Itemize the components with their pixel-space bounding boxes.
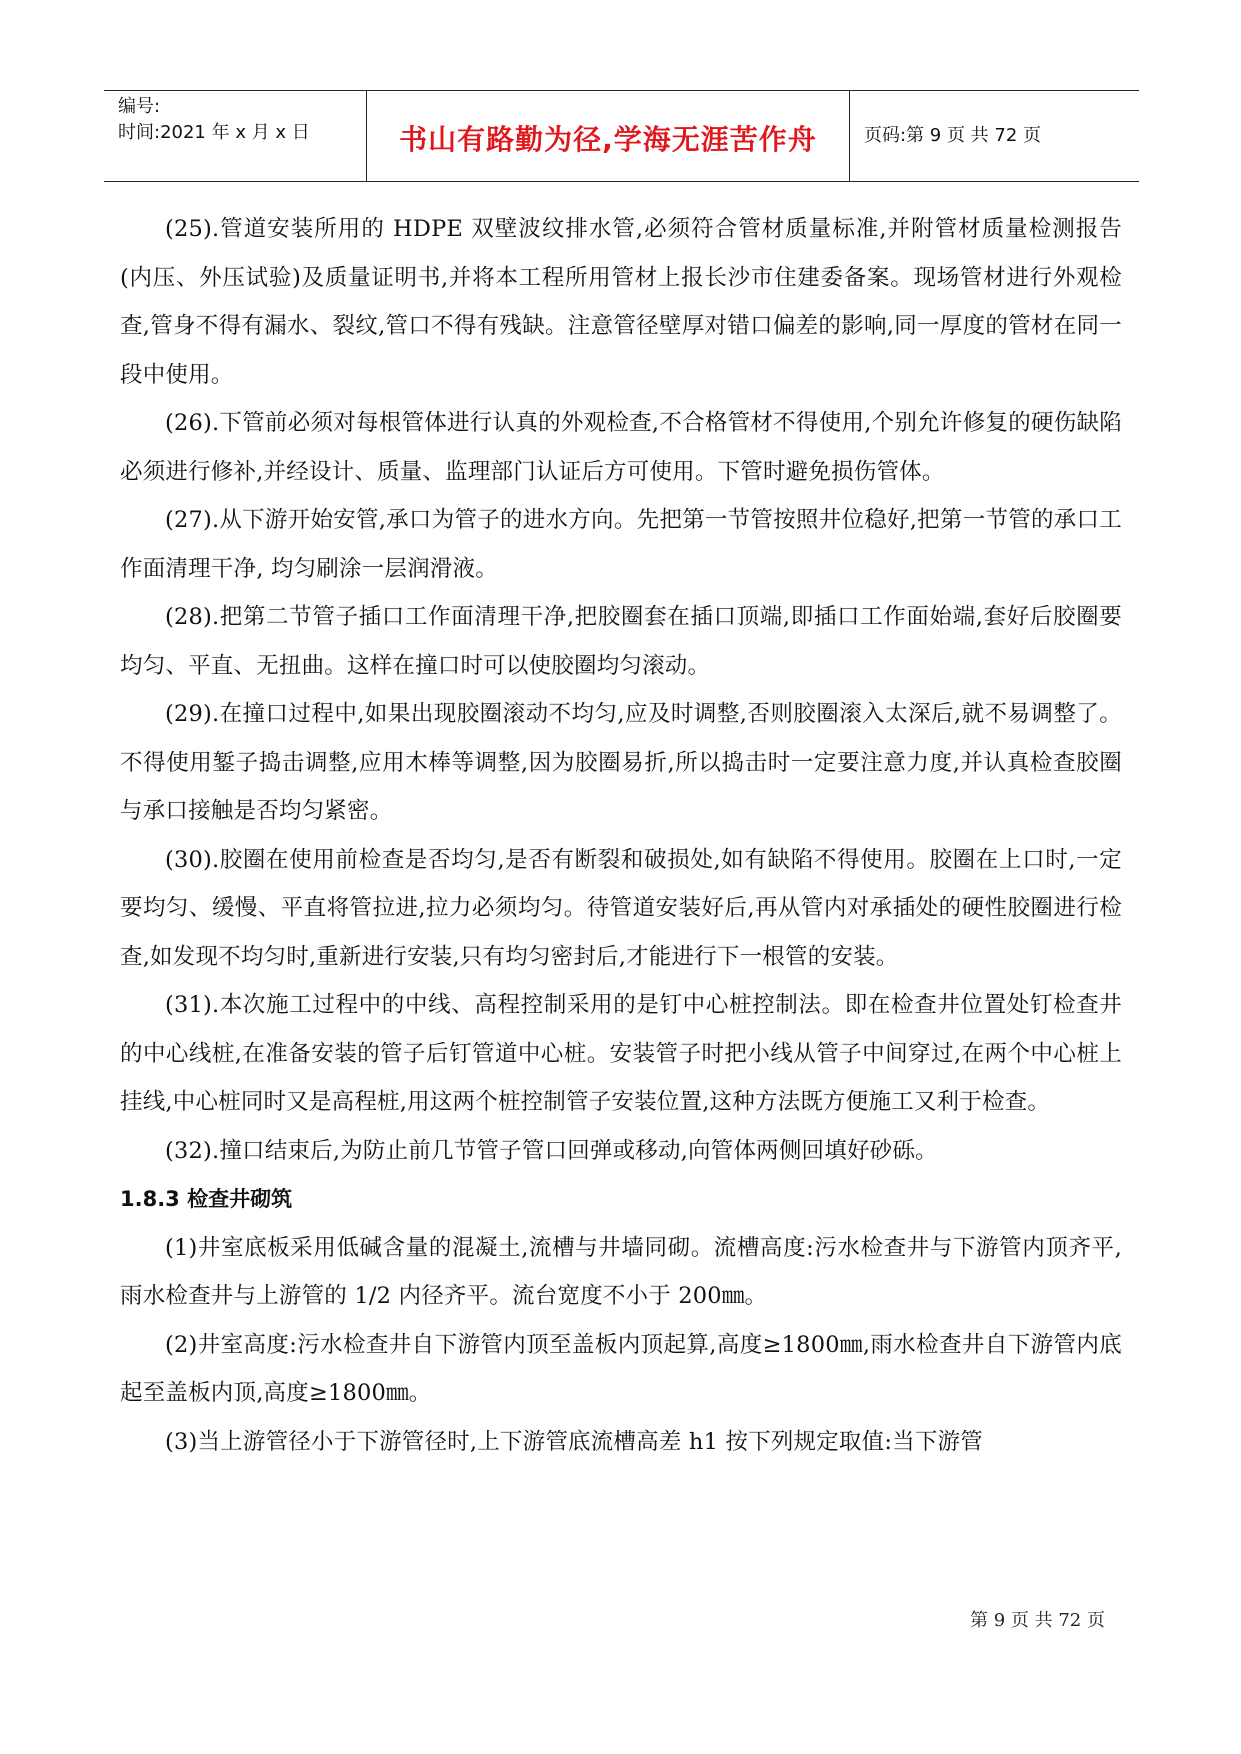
- document-date-label: 时间:2021 年 x 月 x 日: [118, 122, 310, 143]
- header-page-cell: [850, 91, 1139, 181]
- document-number-label: 编号:: [118, 96, 161, 117]
- document-body: [120, 205, 1122, 1466]
- paragraph-28: (28).把第二节管子插口工作面清理干净,把胶圈套在插口顶端,即插口工作面始端,套好后胶圈要均匀、平直、无扭曲。这样在撞口时可以使胶圈均匀滚动。: [120, 604, 1122, 679]
- paragraph-29: (29).在撞口过程中,如果出现胶圈滚动不均匀,应及时调整,否则胶圈滚入太深后,就不易调整了。不得使用錾子捣击调整,应用木棒等调整,因为胶圈易折,所以捣击时一定要注意力度,并认真检查胶圈与承口接触是否均匀紧密。: [120, 701, 1122, 824]
- section-paragraph-2: (2)井室高度:污水检查井自下游管内顶至盖板内顶起算,高度≥1800㎜,雨水检查井自下游管内底起至盖板内顶,高度≥1800㎜。: [120, 1331, 1122, 1406]
- header-motto-cell: [367, 91, 850, 181]
- paragraph-30: (30).胶圈在使用前检查是否均匀,是否有断裂和破损处,如有缺陷不得使用。胶圈在上口时,一定要均匀、缓慢、平直将管拉进,拉力必须均匀。待管道安装好后,再从管内对承插处的硬性胶圈进行检查,如发现不均匀时,重新进行安装,只有均匀密封后,才能进行下一根管的安装。: [120, 846, 1122, 970]
- section-heading: 1.8.3 检查井砌筑: [120, 1187, 293, 1211]
- section-paragraph-3: (3)当上游管径小于下游管径时,上下游管底流槽高差 h1 按下列规定取值:当下游管: [165, 1428, 983, 1455]
- header-motto: 书山有路勤为径,学海无涯苦作舟: [399, 123, 817, 156]
- paragraph-31: (31).本次施工过程中的中线、高程控制采用的是钉中心桩控制法。即在检查井位置处钉检查井的中心线桩,在准备安装的管子后钉管道中心桩。安装管子时把小线从管子中间穿过,在两个中心桩上挂线,中心桩同时又是高程桩,用这两个桩控制管子安装位置,这种方法既方便施工又利于检查。: [120, 992, 1122, 1115]
- paragraph-26: (26).下管前必须对每根管体进行认真的外观检查,不合格管材不得使用,个别允许修复的硬伤缺陷必须进行修补,并经设计、质量、监理部门认证后方可使用。下管时避免损伤管体。: [120, 410, 1122, 485]
- paragraph-25: (25).管道安装所用的 HDPE 双壁波纹排水管,必须符合管材质量标准,并附管材质量检测报告(内压、外压试验)及质量证明书,并将本工程所用管材上报长沙市住建委备案。现场管材进行外观检查,管身不得有漏水、裂纹,管口不得有残缺。注意管径壁厚对错口偏差的影响,同一厚度的管材在同一段中使用。: [120, 216, 1122, 388]
- header-meta-cell: [104, 91, 367, 181]
- page-footer: 第 9 页 共 72 页: [970, 1610, 1105, 1631]
- header-page-number: 页码:第 9 页 共 72 页: [864, 125, 1042, 146]
- page-header: [104, 90, 1139, 182]
- section-paragraph-1: (1)井室底板采用低碱含量的混凝土,流槽与井墙同砌。流槽高度:污水检查井与下游管内顶齐平,雨水检查井与上游管的 1/2 内径齐平。流台宽度不小于 200㎜。: [120, 1234, 1122, 1309]
- paragraph-32: (32).撞口结束后,为防止前几节管子管口回弹或移动,向管体两侧回填好砂砾。: [165, 1137, 938, 1164]
- paragraph-27: (27).从下游开始安管,承口为管子的进水方向。先把第一节管按照井位稳好,把第一节管的承口工作面清理干净, 均匀刷涂一层润滑液。: [120, 507, 1122, 582]
